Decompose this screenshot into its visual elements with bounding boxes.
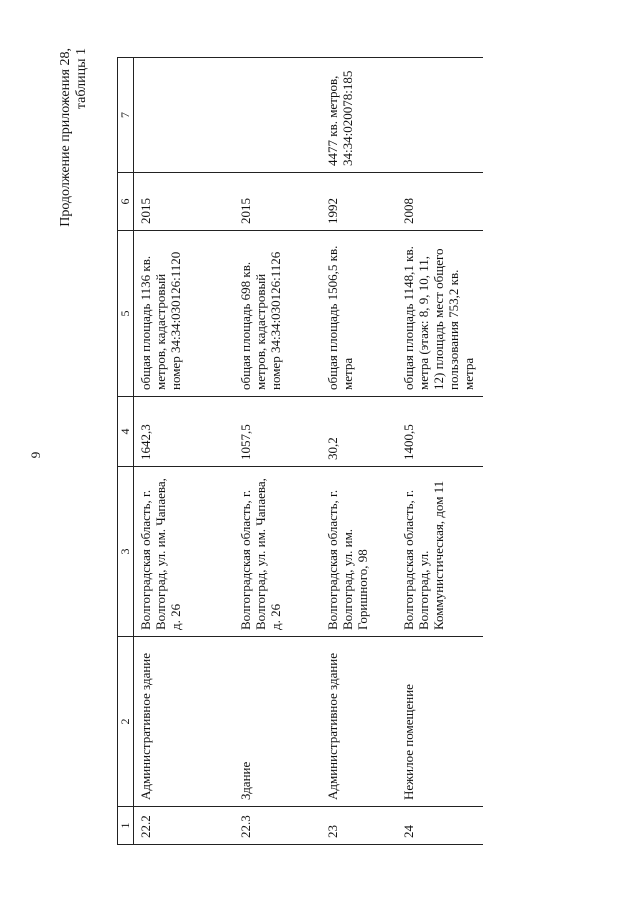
object-address: Волгоградская область, г. Волгоград, ул. им. Чапаева, д. 26 bbox=[134, 467, 231, 637]
object-value: 1400,5 bbox=[393, 397, 483, 467]
object-value: 1057,5 bbox=[230, 397, 317, 467]
land-info: 4477 кв. метров, 34:34:020078:185 bbox=[317, 58, 393, 173]
land-info bbox=[134, 58, 231, 173]
object-description: общая площадь 1506,5 кв. метра bbox=[317, 231, 393, 397]
table-row bbox=[317, 58, 393, 845]
page-number: 9 bbox=[28, 451, 43, 459]
object-year: 2015 bbox=[230, 173, 317, 231]
land-info bbox=[393, 58, 483, 173]
object-description: общая площадь 698 кв. метров, кадастровый номер 34:34:030126:1126 bbox=[230, 231, 317, 397]
row-number: 22.3 bbox=[230, 807, 317, 845]
object-description: общая площадь 1148,1 кв. метра (этаж: 8, 9, 10, 11, 12) площадь мест общего пользования 753,2 кв. метра bbox=[393, 231, 483, 397]
col-header-1: 1 bbox=[118, 807, 134, 845]
header-row bbox=[118, 58, 134, 845]
table-row bbox=[230, 58, 317, 845]
table-row bbox=[393, 58, 483, 845]
object-description: общая площадь 1136 кв. метров, кадастровый номер 34:34:030126:1120 bbox=[134, 231, 231, 397]
object-year: 2015 bbox=[134, 173, 231, 231]
row-number: 22.2 bbox=[134, 807, 231, 845]
col-header-6: 6 bbox=[118, 173, 134, 231]
object-name: Административное здание bbox=[134, 637, 231, 807]
property-table bbox=[117, 57, 483, 845]
object-name: Здание bbox=[230, 637, 317, 807]
object-name: Административное здание bbox=[317, 637, 393, 807]
continuation-line-2: таблицы 1 bbox=[74, 48, 89, 110]
row-number: 23 bbox=[317, 807, 393, 845]
col-header-3: 3 bbox=[118, 467, 134, 637]
object-value: 30,2 bbox=[317, 397, 393, 467]
continuation-heading bbox=[58, 48, 90, 227]
land-info bbox=[230, 58, 317, 173]
col-header-7: 7 bbox=[118, 58, 134, 173]
object-year: 1992 bbox=[317, 173, 393, 231]
object-address: Волгоградская область, г. Волгоград, ул. Коммунистическая, дом 11 bbox=[393, 467, 483, 637]
row-number: 24 bbox=[393, 807, 483, 845]
continuation-line-1: Продолжение приложения 28, bbox=[58, 48, 73, 227]
col-header-5: 5 bbox=[118, 231, 134, 397]
object-address: Волгоградская область, г. Волгоград, ул. им. Горишного, 98 bbox=[317, 467, 393, 637]
col-header-2: 2 bbox=[118, 637, 134, 807]
table-row bbox=[134, 58, 231, 845]
object-value: 1642,3 bbox=[134, 397, 231, 467]
col-header-4: 4 bbox=[118, 397, 134, 467]
object-address: Волгоградская область, г. Волгоград, ул. им. Чапаева, д. 26 bbox=[230, 467, 317, 637]
object-name: Нежилое помещение bbox=[393, 637, 483, 807]
object-year: 2008 bbox=[393, 173, 483, 231]
